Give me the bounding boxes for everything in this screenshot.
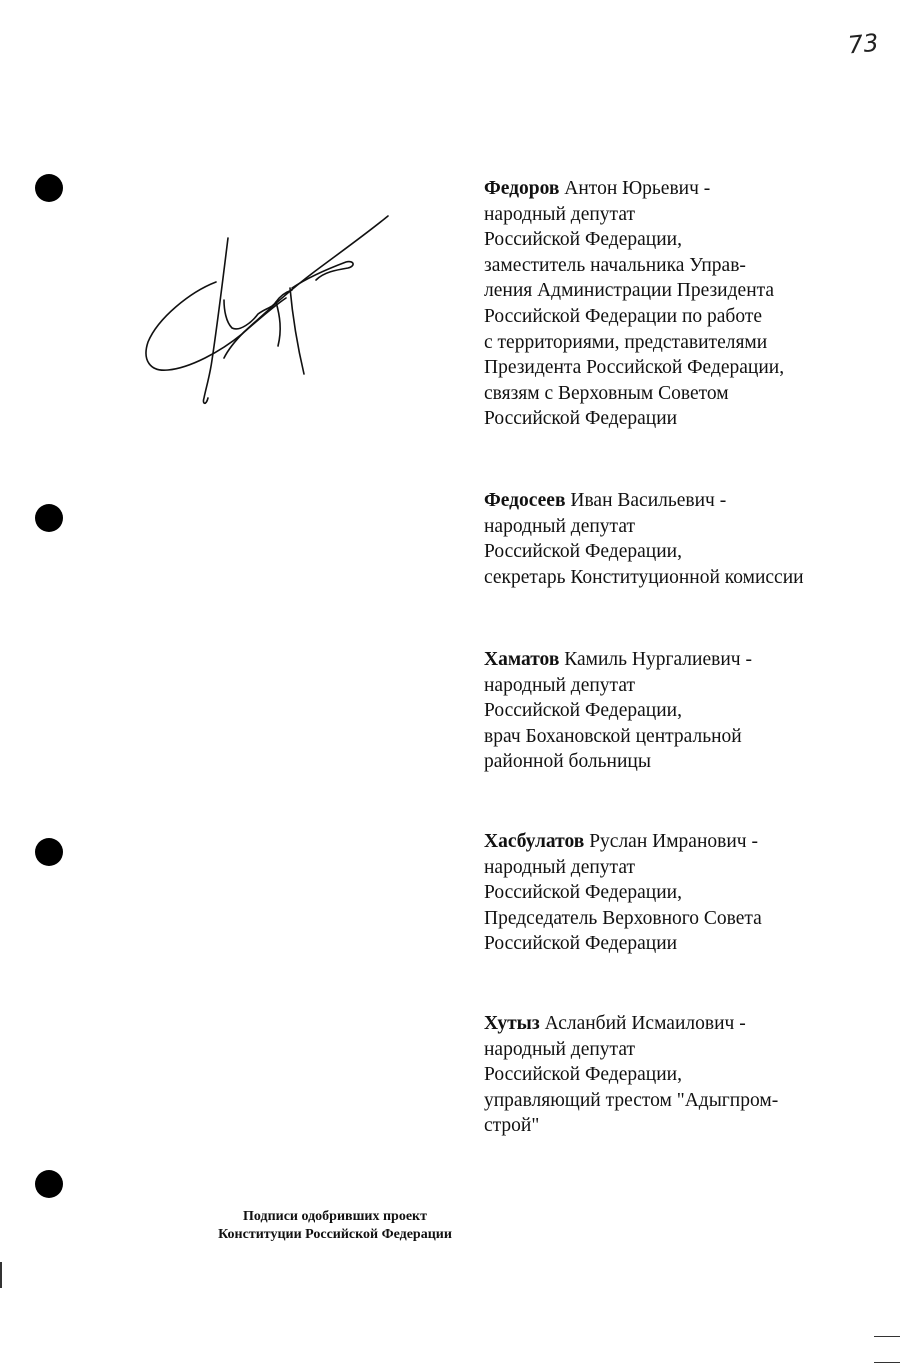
entry-line: Российской Федерации	[484, 408, 678, 430]
signatory-entry-5	[484, 1011, 884, 1139]
entry-line: Российской Федерации по работе	[484, 305, 762, 327]
entry-line: секретарь Конституционной комиссии	[484, 566, 804, 588]
scan-edge-mark	[874, 1362, 900, 1363]
signatory-name: Камиль Нургалиевич -	[564, 649, 752, 670]
signatory-entry-4	[484, 829, 884, 957]
entry-line: с территориями, представителями	[484, 331, 768, 353]
entry-line: строй"	[484, 1115, 540, 1137]
entry-line: народный депутат	[484, 515, 635, 537]
signatory-name: Асланбий Исмаилович -	[544, 1013, 746, 1034]
punch-hole	[35, 504, 63, 532]
signatory-surname: Федоров	[484, 178, 560, 199]
scan-edge-mark	[0, 1262, 2, 1288]
entry-line: ления Администрации Президента	[484, 280, 775, 302]
entry-line: народный депутат	[484, 856, 635, 878]
signatory-surname: Хутыз	[484, 1013, 540, 1034]
signatory-surname: Федосеев	[484, 490, 566, 511]
signatory-entry-2	[484, 488, 884, 590]
footer-line: Подписи одобривших проект	[243, 1209, 427, 1224]
signatory-name: Руслан Имранович -	[589, 831, 758, 852]
entry-line: народный депутат	[484, 674, 635, 696]
handwritten-signature	[140, 210, 400, 410]
entry-line: народный депутат	[484, 1038, 635, 1060]
footer-line: Конституции Российской Федерации	[218, 1227, 452, 1242]
signatory-surname: Хасбулатов	[484, 831, 585, 852]
punch-hole	[35, 174, 63, 202]
signatory-surname: Хаматов	[484, 649, 560, 670]
entry-line: Российской Федерации,	[484, 1064, 682, 1086]
signatory-name: Иван Васильевич -	[570, 490, 727, 511]
entry-line: связям с Верховным Советом	[484, 382, 729, 404]
entry-line: Президента Российской Федерации,	[484, 357, 785, 379]
entry-line: народный депутат	[484, 203, 635, 225]
signatory-entry-1	[484, 176, 884, 432]
entry-line: Российской Федерации,	[484, 229, 682, 251]
entry-line: врач Бохановской центральной	[484, 725, 742, 747]
page-number: 73	[846, 28, 880, 60]
entry-line: Российской Федерации,	[484, 882, 682, 904]
entry-line: Председатель Верховного Совета	[484, 907, 762, 929]
page-footer	[190, 1208, 480, 1244]
entry-line: Российской Федерации,	[484, 541, 682, 563]
scan-edge-mark	[874, 1336, 900, 1337]
punch-hole	[35, 838, 63, 866]
entry-line: районной больницы	[484, 751, 651, 773]
entry-line: Российской Федерации	[484, 933, 678, 955]
entry-line: управляющий трестом "Адыгпром-	[484, 1089, 779, 1111]
entry-line: Российской Федерации,	[484, 700, 682, 722]
signatory-entry-3	[484, 647, 884, 775]
signatory-name: Антон Юрьевич -	[564, 178, 711, 199]
punch-hole	[35, 1170, 63, 1198]
entry-line: заместитель начальника Управ-	[484, 254, 746, 276]
